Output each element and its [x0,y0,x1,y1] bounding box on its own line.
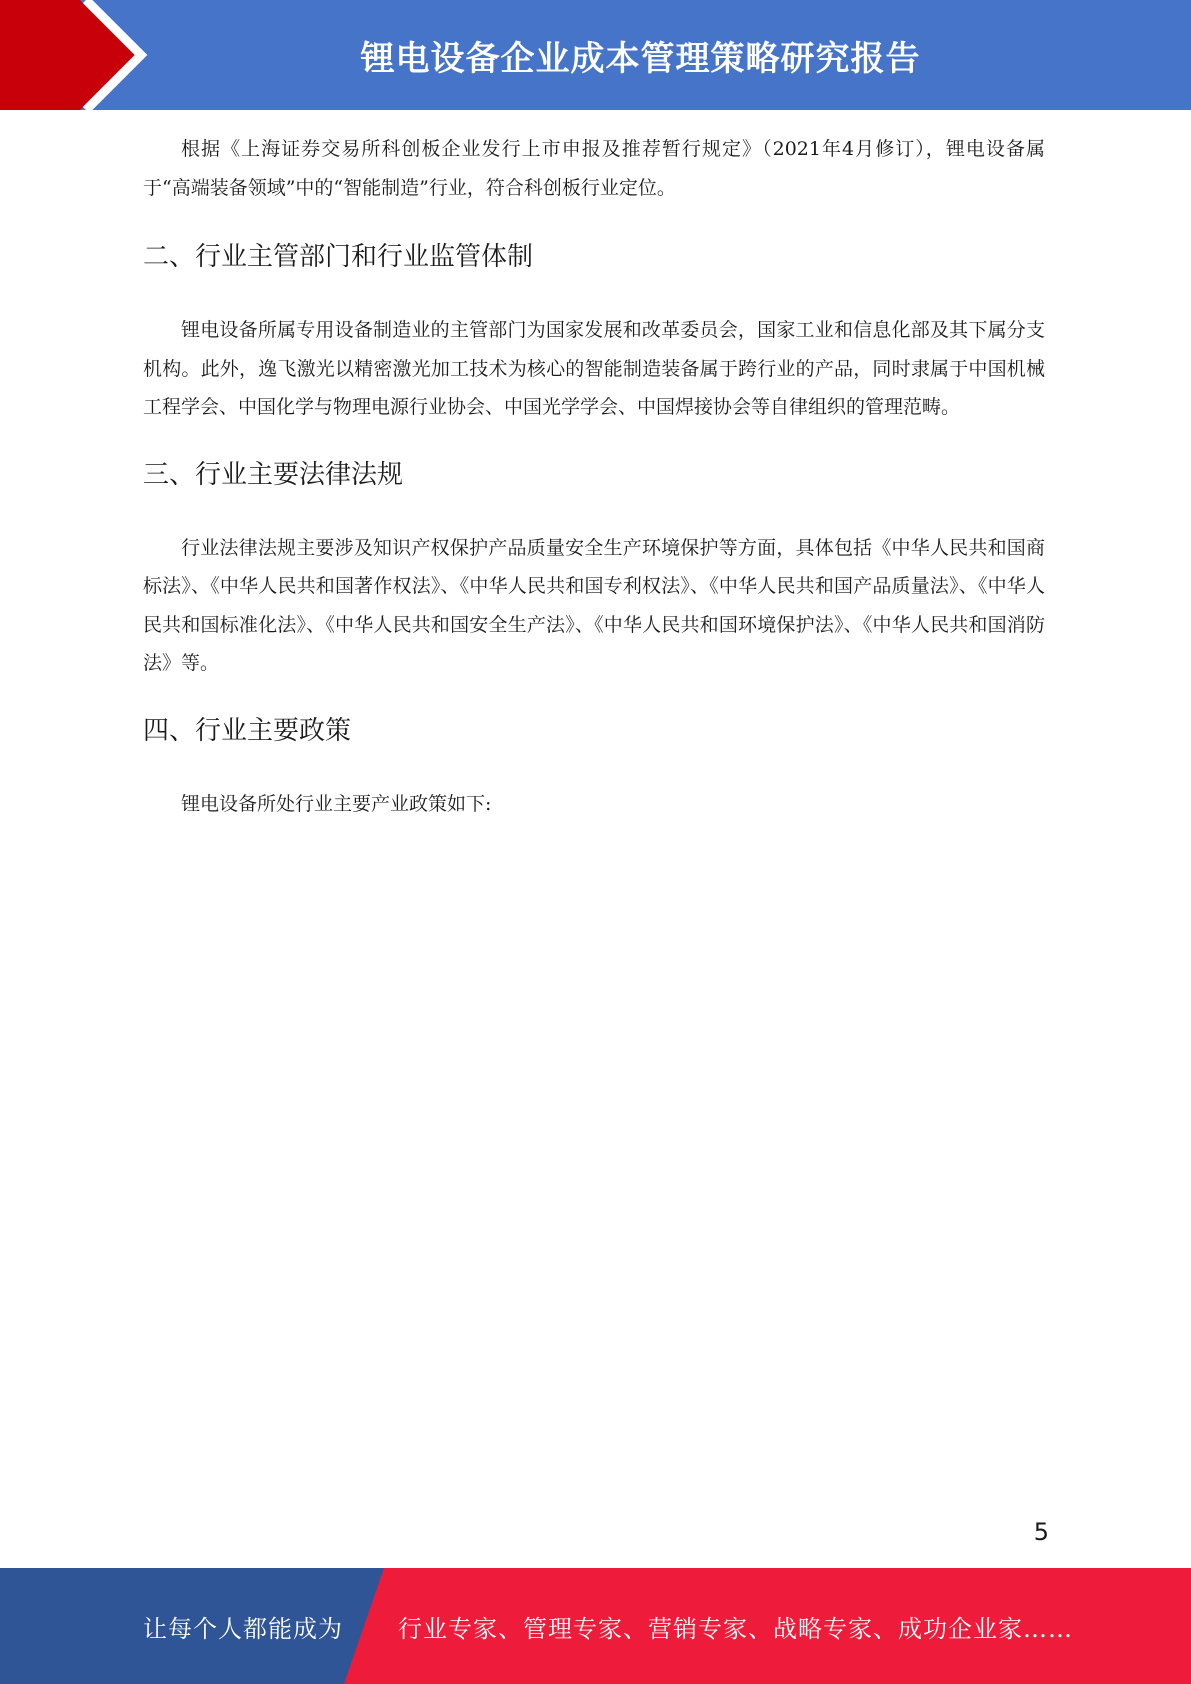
footer-slogan-left: 让每个人都能成为 [143,1614,343,1643]
footer-slogan-right: 行业专家、管理专家、营销专家、战略专家、成功企业家…… [398,1614,1073,1643]
document-body [143,130,1045,823]
page-header [0,0,1191,110]
page-number: 5 [1033,1518,1049,1546]
section-heading-laws: 三、行业主要法律法规 [143,459,404,490]
report-title: 锂电设备企业成本管理策略研究报告 [360,38,921,79]
section-heading-regulators: 二、行业主管部门和行业监管体制 [143,242,534,272]
page-footer [0,1568,1191,1684]
section-paragraph-laws: 行业法律法规主要涉及知识产权保护产品质量安全生产环境保护等方面，具体包括《中华人民共和国商标法》、《中华人民共和国著作权法》、《中华人民共和国专利权法》、《中华人民共和国产品质量法》、《中华人民共和国标准化法》、《中华人民共和国安全生产法》、《中华人民共和国环境保护法》、《中华人民共和国消防法》等。 [143,536,1045,674]
section-heading-policies: 四、行业主要政策 [143,715,352,746]
section-paragraph-regulators: 锂电设备所属专用设备制造业的主管部门为国家发展和改革委员会，国家工业和信息化部及其下属分支机构。此外，逸飞激光以精密激光加工技术为核心的智能制造装备属于跨行业的产品，同时隶属于中国机械工程学会、中国化学与物理电源行业协会、中国光学学会、中国焊接协会等自律组织的管理范畴。 [143,319,1045,418]
intro-paragraph: 根据《上海证券交易所科创板企业发行上市申报及推荐暂行规定》（2021年4月修订），锂电设备属于“高端装备领域”中的“智能制造”行业，符合科创板行业定位。 [143,138,1045,199]
section-paragraph-policies: 锂电设备所处行业主要产业政策如下: [181,792,492,815]
